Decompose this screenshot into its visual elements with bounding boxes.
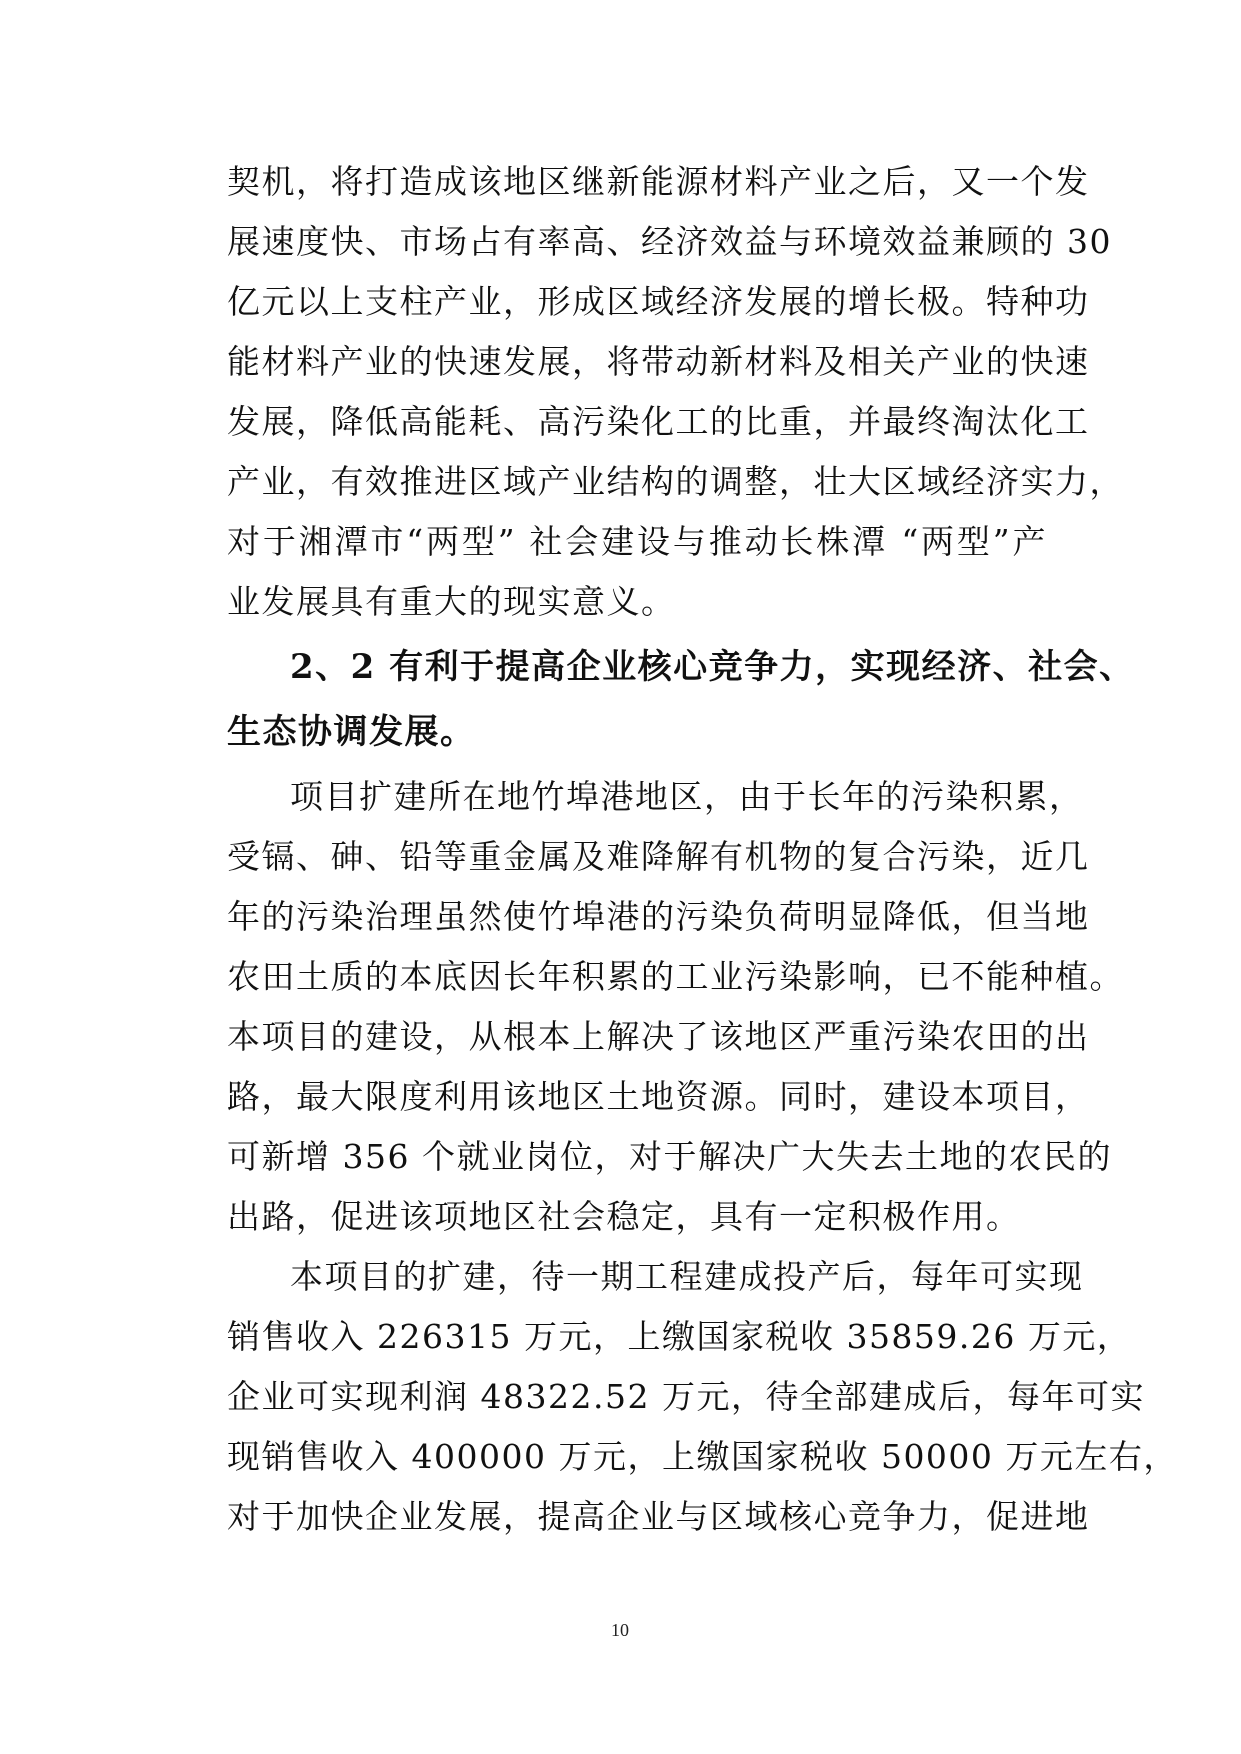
section-heading: 2、2 有利于提高企业核心竞争力，实现经济、社会、 bbox=[290, 647, 1135, 687]
paragraph-line: 路，最大限度利用该地区土地资源。同时，建设本项目， bbox=[227, 1077, 1090, 1116]
paragraph-line: 对于加快企业发展，提高企业与区域核心竞争力，促进地 bbox=[227, 1497, 1090, 1536]
paragraph-line: 销售收入 226315 万元，上缴国家税收 35859.26 万元， bbox=[227, 1317, 1132, 1356]
paragraph-line: 出路，促进该项地区社会稳定，具有一定积极作用。 bbox=[227, 1197, 1021, 1236]
paragraph-line: 业发展具有重大的现实意义。 bbox=[227, 582, 676, 621]
paragraph-line: 项目扩建所在地竹埠港地区，由于长年的污染积累， bbox=[290, 777, 1084, 816]
paragraph-line: 对于湘潭市“两型” 社会建设与推动长株潭 “两型”产 bbox=[227, 522, 1047, 561]
paragraph-line: 本项目的扩建，待一期工程建成投产后，每年可实现 bbox=[290, 1257, 1084, 1296]
paragraph-line: 亿元以上支柱产业，形成区域经济发展的增长极。特种功 bbox=[227, 282, 1090, 321]
paragraph-line: 现销售收入 400000 万元，上缴国家税收 50000 万元左右， bbox=[227, 1437, 1178, 1476]
paragraph-line: 展速度快、市场占有率高、经济效益与环境效益兼顾的 30 bbox=[227, 222, 1112, 261]
paragraph-line: 发展，降低高能耗、高污染化工的比重，并最终淘汰化工 bbox=[227, 402, 1090, 441]
paragraph-line: 年的污染治理虽然使竹埠港的污染负荷明显降低，但当地 bbox=[227, 897, 1090, 936]
paragraph-line: 产业，有效推进区域产业结构的调整，壮大区域经济实力， bbox=[227, 462, 1124, 501]
paragraph-line: 能材料产业的快速发展，将带动新材料及相关产业的快速 bbox=[227, 342, 1090, 381]
page-number: 10 bbox=[611, 1620, 629, 1640]
paragraph-line: 企业可实现利润 48322.52 万元，待全部建成后，每年可实 bbox=[227, 1377, 1145, 1416]
section-heading: 生态协调发展。 bbox=[227, 712, 476, 752]
paragraph-line: 契机，将打造成该地区继新能源材料产业之后，又一个发 bbox=[227, 162, 1090, 201]
paragraph-line: 农田土质的本底因长年积累的工业污染影响，已不能种植。 bbox=[227, 957, 1124, 996]
paragraph-line: 本项目的建设，从根本上解决了该地区严重污染农田的出 bbox=[227, 1017, 1090, 1056]
paragraph-line: 受镉、砷、铅等重金属及难降解有机物的复合污染，近几 bbox=[227, 837, 1090, 876]
paragraph-line: 可新增 356 个就业岗位，对于解决广大失去土地的农民的 bbox=[227, 1137, 1112, 1176]
